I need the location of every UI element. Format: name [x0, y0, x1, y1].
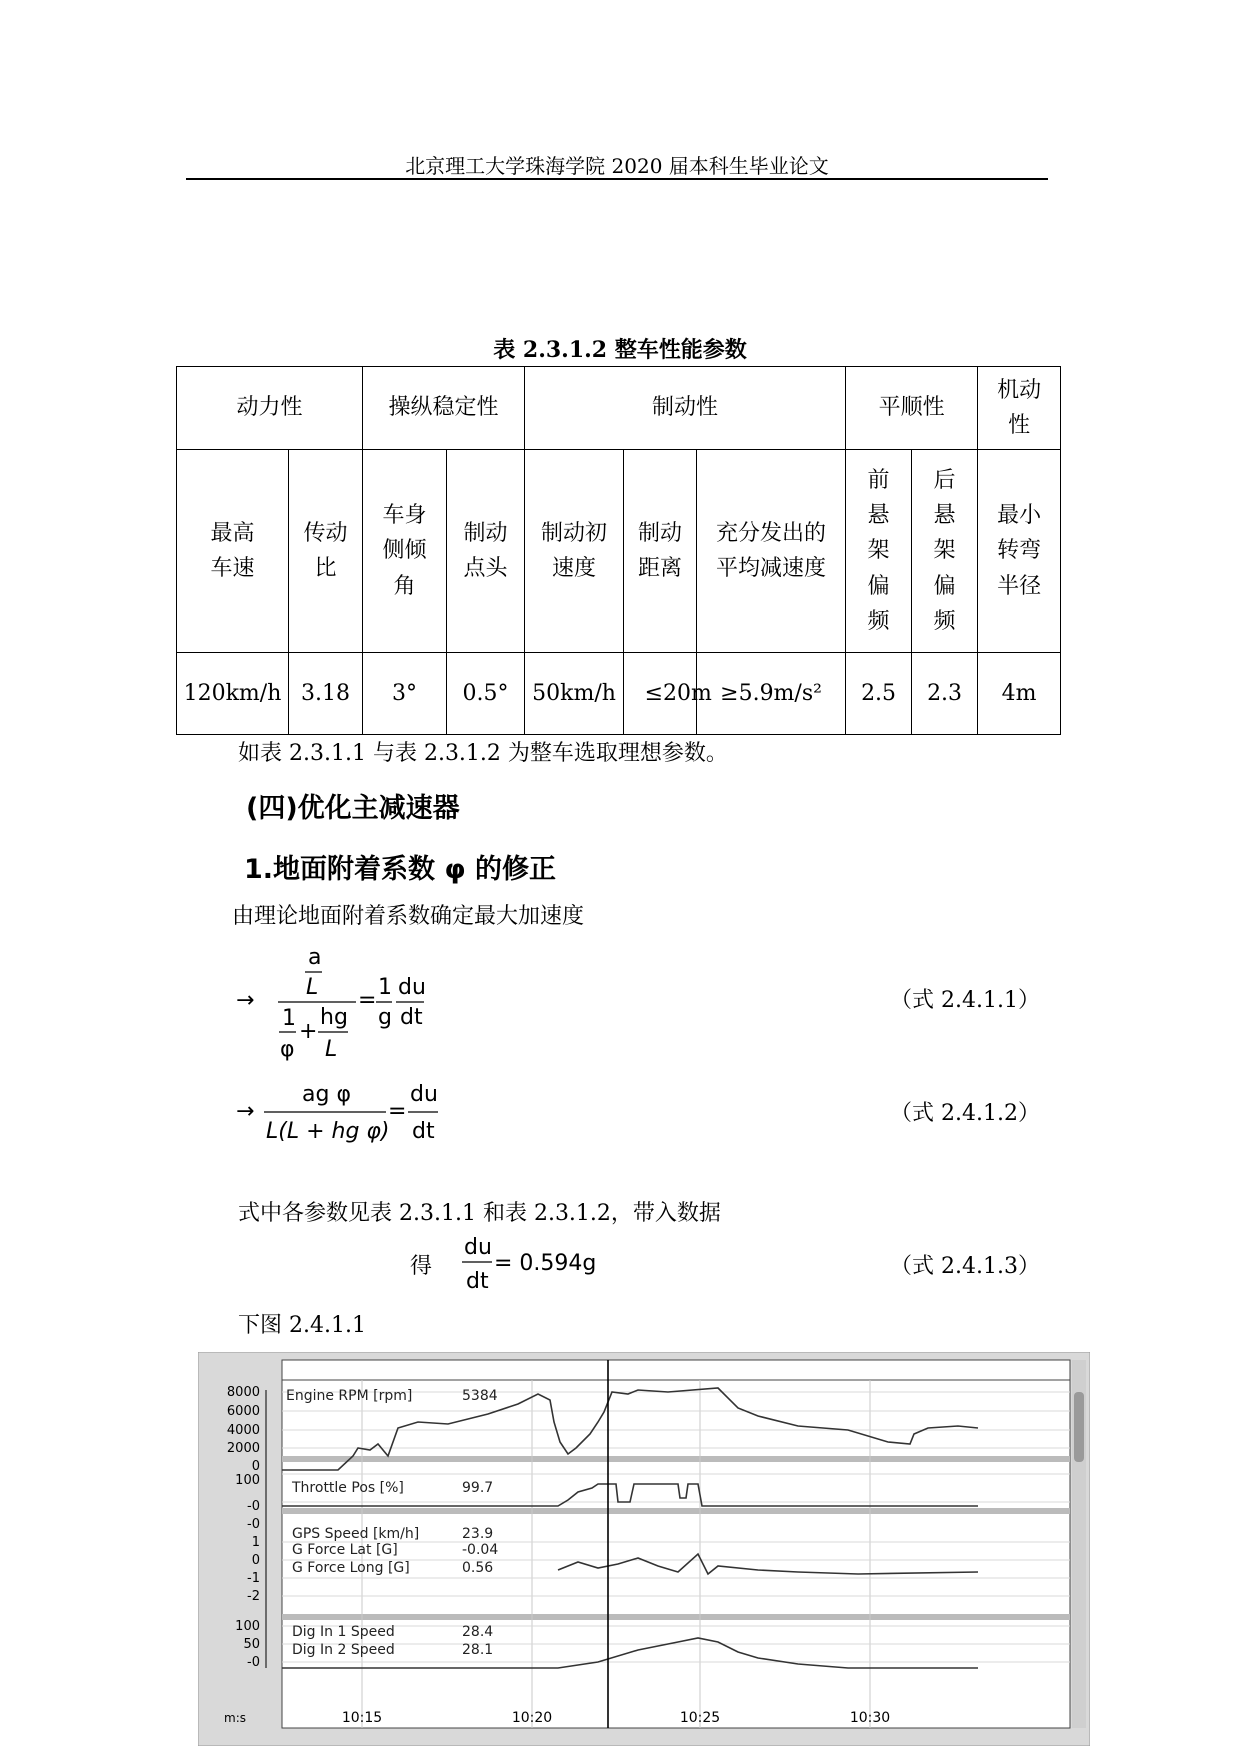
col-dive: 制动点头 — [447, 450, 525, 653]
group-braking: 制动性 — [525, 367, 846, 450]
val-max-speed: 120km/h — [177, 653, 289, 735]
svg-text:100: 100 — [235, 1619, 260, 1634]
eq1-g: g — [378, 1005, 392, 1030]
group-power: 动力性 — [177, 367, 363, 450]
col-turn-radius: 最小转弯半径 — [978, 450, 1061, 653]
col-brake-speed: 制动初速度 — [525, 450, 624, 653]
channel-name: Dig In 2 Speed — [292, 1642, 395, 1658]
eq2-du: du — [410, 1082, 438, 1107]
col-brake-dist: 制动距离 — [624, 450, 697, 653]
eq3-label: （式 2.4.1.3） — [890, 1254, 1040, 1279]
svg-text:10:25: 10:25 — [679, 1710, 721, 1726]
eq1-du: du — [398, 975, 426, 1000]
val-rear-freq: 2.3 — [912, 653, 978, 735]
col-front-freq: 前悬架偏频 — [846, 450, 912, 653]
svg-text:-0: -0 — [247, 1517, 260, 1532]
svg-text:10:15: 10:15 — [341, 1710, 383, 1726]
svg-text:100: 100 — [235, 1473, 260, 1488]
channel-name: Engine RPM [rpm] — [286, 1388, 413, 1404]
header-rule — [186, 178, 1048, 180]
col-roll: 车身侧倾角 — [363, 450, 447, 653]
plot-area — [282, 1360, 1070, 1728]
eq2-label: （式 2.4.1.2） — [890, 1101, 1040, 1126]
eq1-phi: φ — [280, 1037, 295, 1062]
svg-text:1: 1 — [251, 1535, 260, 1550]
svg-text:4000: 4000 — [226, 1423, 260, 1438]
channel-name: G Force Long [G] — [292, 1560, 410, 1576]
channel-name: GPS Speed [km/h] — [292, 1526, 420, 1542]
val-front-freq: 2.5 — [846, 653, 912, 735]
telemetry-figure — [198, 1352, 1090, 1746]
svg-text:-0: -0 — [247, 1499, 260, 1514]
svg-text:50: 50 — [243, 1637, 260, 1652]
eq1-eq: = — [358, 988, 377, 1013]
eq2-eq: = — [388, 1099, 407, 1124]
eq1-one: 1 — [282, 1006, 296, 1031]
val-roll: 3° — [363, 653, 447, 735]
eq1-L: L — [306, 975, 319, 1000]
eq1-dt: dt — [400, 1005, 423, 1030]
val-dive: 0.5° — [447, 653, 525, 735]
table-caption: 表 2.3.1.2 整车性能参数 — [493, 337, 747, 363]
eq2-arrow: → — [236, 1099, 255, 1124]
channel-value: 99.7 — [462, 1480, 494, 1496]
subsection-heading: 1.地面附着系数 φ 的修正 — [244, 854, 556, 885]
svg-text:0: 0 — [251, 1459, 260, 1474]
eq3-du: du — [464, 1235, 492, 1260]
paragraph-table-note: 如表 2.3.1.1 与表 2.3.1.2 为整车选取理想参数。 — [238, 741, 728, 766]
channel-value: 28.4 — [462, 1624, 494, 1640]
channel-value: -0.04 — [462, 1542, 499, 1558]
eq2-dt: dt — [412, 1119, 435, 1144]
eq1-one-g: 1 — [378, 975, 392, 1000]
svg-text:-2: -2 — [247, 1589, 260, 1604]
scrollbar-thumb[interactable] — [1074, 1392, 1084, 1462]
val-brake-speed: 50km/h — [525, 653, 624, 735]
eq1-a: a — [308, 945, 322, 970]
eq2-num: ag φ — [302, 1082, 351, 1107]
svg-text:10:20: 10:20 — [511, 1710, 553, 1726]
eq1-arrow: → — [236, 988, 255, 1013]
eq3-dt: dt — [466, 1269, 489, 1294]
separator-3 — [282, 1614, 1070, 1620]
col-decel: 充分发出的平均减速度 — [697, 450, 846, 653]
group-handling: 操纵稳定性 — [363, 367, 525, 450]
svg-text:-0: -0 — [247, 1655, 260, 1670]
page-header: 北京理工大学珠海学院 2020 届本科生毕业论文 — [405, 154, 829, 178]
eq1-plus: + — [299, 1019, 318, 1044]
svg-text:8000: 8000 — [226, 1385, 260, 1400]
eq2-den: L(L + hg φ) — [266, 1119, 390, 1144]
svg-text:-1: -1 — [247, 1571, 260, 1586]
performance-table — [176, 366, 1061, 735]
channel-name: G Force Lat [G] — [292, 1542, 398, 1558]
figure-reference: 下图 2.4.1.1 — [238, 1313, 366, 1338]
col-rear-freq: 后悬架偏频 — [912, 450, 978, 653]
val-turn-radius: 4m — [978, 653, 1061, 735]
channel-name: Throttle Pos [%] — [292, 1480, 404, 1496]
eq1-label: （式 2.4.1.1） — [890, 988, 1040, 1013]
section-heading: (四)优化主减速器 — [246, 793, 460, 824]
svg-text:6000: 6000 — [226, 1404, 260, 1419]
channel-value: 5384 — [462, 1388, 498, 1404]
group-ride: 平顺性 — [846, 367, 978, 450]
col-ratio: 传动比 — [289, 450, 363, 653]
val-decel: ≥5.9m/s² — [697, 653, 846, 735]
channel-value: 23.9 — [462, 1526, 494, 1542]
svg-text:10:30: 10:30 — [849, 1710, 891, 1726]
separator-2 — [282, 1508, 1070, 1514]
paragraph-intro: 由理论地面附着系数确定最大加速度 — [232, 904, 585, 929]
svg-text:0: 0 — [251, 1553, 260, 1568]
group-maneuver: 机动性 — [978, 367, 1061, 450]
channel-value: 28.1 — [462, 1642, 494, 1658]
eq1-L2: L — [325, 1037, 338, 1062]
separator-1 — [282, 1456, 1070, 1462]
paragraph-params: 式中各参数见表 2.3.1.1 和表 2.3.1.2，带入数据 — [238, 1201, 721, 1226]
svg-text:2000: 2000 — [226, 1441, 260, 1456]
val-ratio: 3.18 — [289, 653, 363, 735]
channel-value: 0.56 — [462, 1560, 494, 1576]
time-header-bar — [282, 1360, 1070, 1380]
val-brake-dist: ≤20m — [624, 653, 697, 735]
channel-name: Dig In 1 Speed — [292, 1624, 395, 1640]
col-max-speed: 最高车速 — [177, 450, 289, 653]
x-axis-unit: m:s — [224, 1711, 246, 1725]
eq3-value: = 0.594g — [494, 1251, 597, 1276]
eq1-hg: hg — [320, 1005, 348, 1030]
eq3-prefix: 得 — [410, 1254, 433, 1279]
